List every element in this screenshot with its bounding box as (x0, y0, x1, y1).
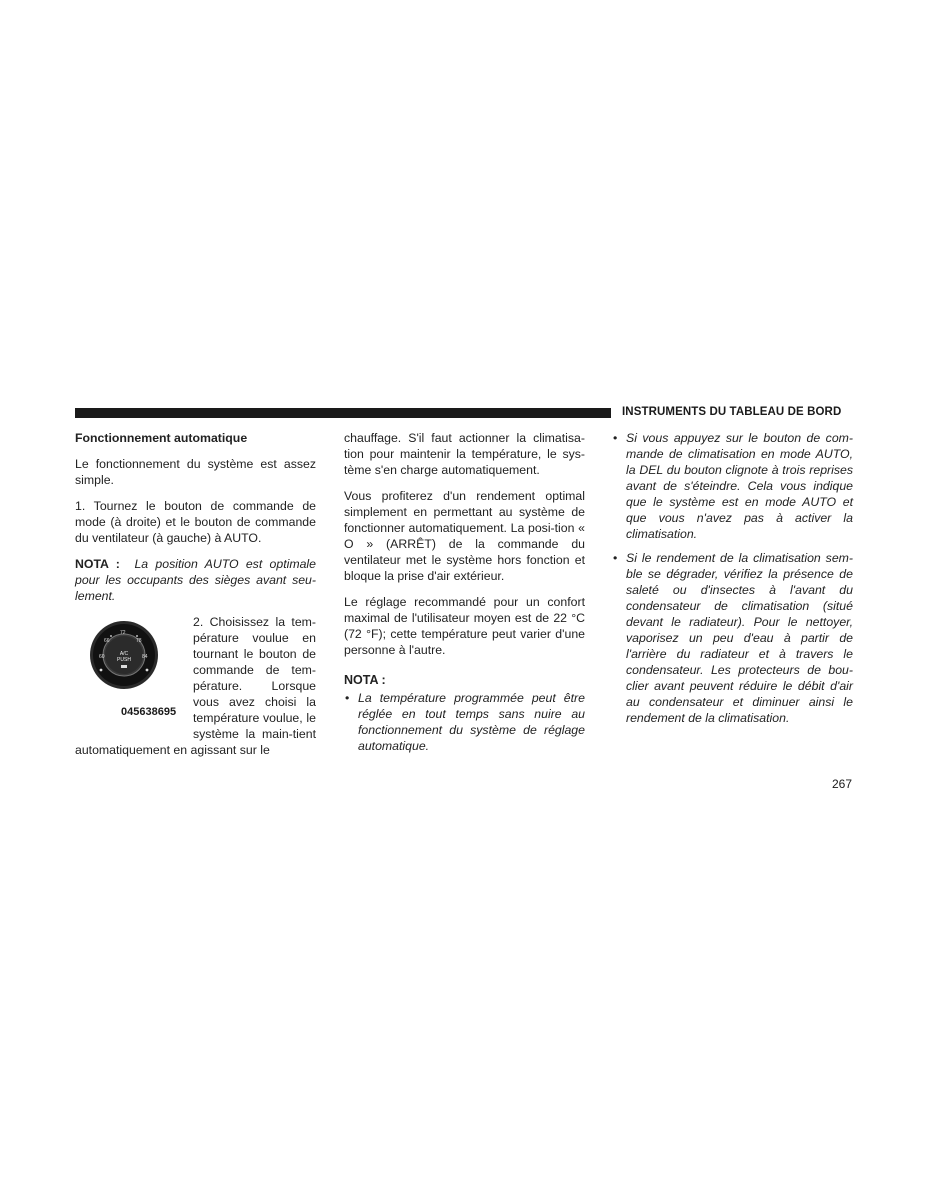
list-item (612, 550, 853, 726)
list-item-text: La température programmée peut être réglée en tout temps sans nuire au fonctionnement du système de réglage automatique. (358, 691, 585, 753)
list-item (344, 690, 585, 754)
bullet-list (612, 430, 853, 726)
bullet-list (344, 690, 585, 754)
knob-number: 84 (142, 654, 148, 660)
knob-number: 78 (136, 638, 142, 644)
note (75, 556, 316, 604)
column-1 (75, 430, 316, 768)
knob-svg (89, 620, 159, 690)
temperature-knob-icon (89, 620, 159, 690)
paragraph: 2. Choisissez la tem-pérature voulue en tournant le bouton de commande de tem-pérature. Lorsque vous avez choisi la température voulue, le système la main-tient automatiquement en agissant sur le (75, 615, 316, 757)
figure (75, 616, 187, 740)
header-bar (75, 408, 611, 418)
paragraph: Vous profiterez d'un rendement optimal simplement en permettant au système de fonctionner automatiquement. La posi-tion « O » (ARRÊT) de la commande du ventilateur met le système hors fonction et bloque la prise d'air extérieur. (344, 489, 585, 583)
bullet-icon: • (613, 431, 618, 445)
knob-number: 72 (120, 630, 126, 636)
figure-caption: 045638695 (121, 706, 177, 718)
nota-heading: NOTA : (344, 673, 386, 687)
knob-label-push: PUSH (117, 657, 131, 663)
bullet-icon: • (345, 691, 350, 705)
column-2 (344, 430, 585, 762)
note-label: NOTA : (75, 557, 120, 571)
step-2-block (75, 614, 316, 758)
list-item (612, 430, 853, 542)
section-title: INSTRUMENTS DU TABLEAU DE BORD (622, 406, 842, 418)
note-text: La position AUTO est optimale pour les occupants des sièges avant seu-lement. (75, 557, 317, 603)
paragraph: 1. Tournez le bouton de commande de mode (à droite) et le bouton de commande du ventilateur (à gauche) à AUTO. (75, 499, 316, 545)
paragraph: chauffage. S'il faut actionner la climatisa-tion pour maintenir la température, le sys-tème s'en charge automatiquement. (344, 431, 585, 477)
knob-number: 66 (104, 638, 110, 644)
list-item-text: Si le rendement de la climatisation sem-ble se dégrader, vérifiez la présence de saleté ou d'insectes à l'avant du condensateur de climatisation (situé devant le radiateur). Pour le nettoyer, vaporisez un peu d'eau à partir de l'arrière du radiateur et à travers le condensateur. Les protecteurs de bou-clier avant peuvent réduire le débit d'air au condensateur et diminuer ainsi le rendement de la climatisation. (626, 551, 853, 725)
section-heading: Fonctionnement automatique (75, 431, 248, 445)
bullet-icon: • (613, 551, 618, 565)
knob-label-ac: A/C (119, 651, 129, 657)
list-item-text: Si vous appuyez sur le bouton de com-mande de climatisation en mode AUTO, la DEL du bouton clignote à trois reprises avant de s'éteindre. Cela vous indique que le système est en mode AUTO et que vous n'avez pas à activer la climatisation. (626, 431, 853, 541)
knob-number: 60 (99, 654, 105, 660)
column-3 (612, 430, 853, 734)
page-number: 267 (832, 777, 853, 791)
paragraph: Le fonctionnement du système est assez simple. (75, 457, 316, 487)
paragraph: Le réglage recommandé pour un confort maximal de l'utilisateur moyen est de 22 °C (72 °F); cette température peut varier d'une personne à l'autre. (344, 595, 585, 657)
